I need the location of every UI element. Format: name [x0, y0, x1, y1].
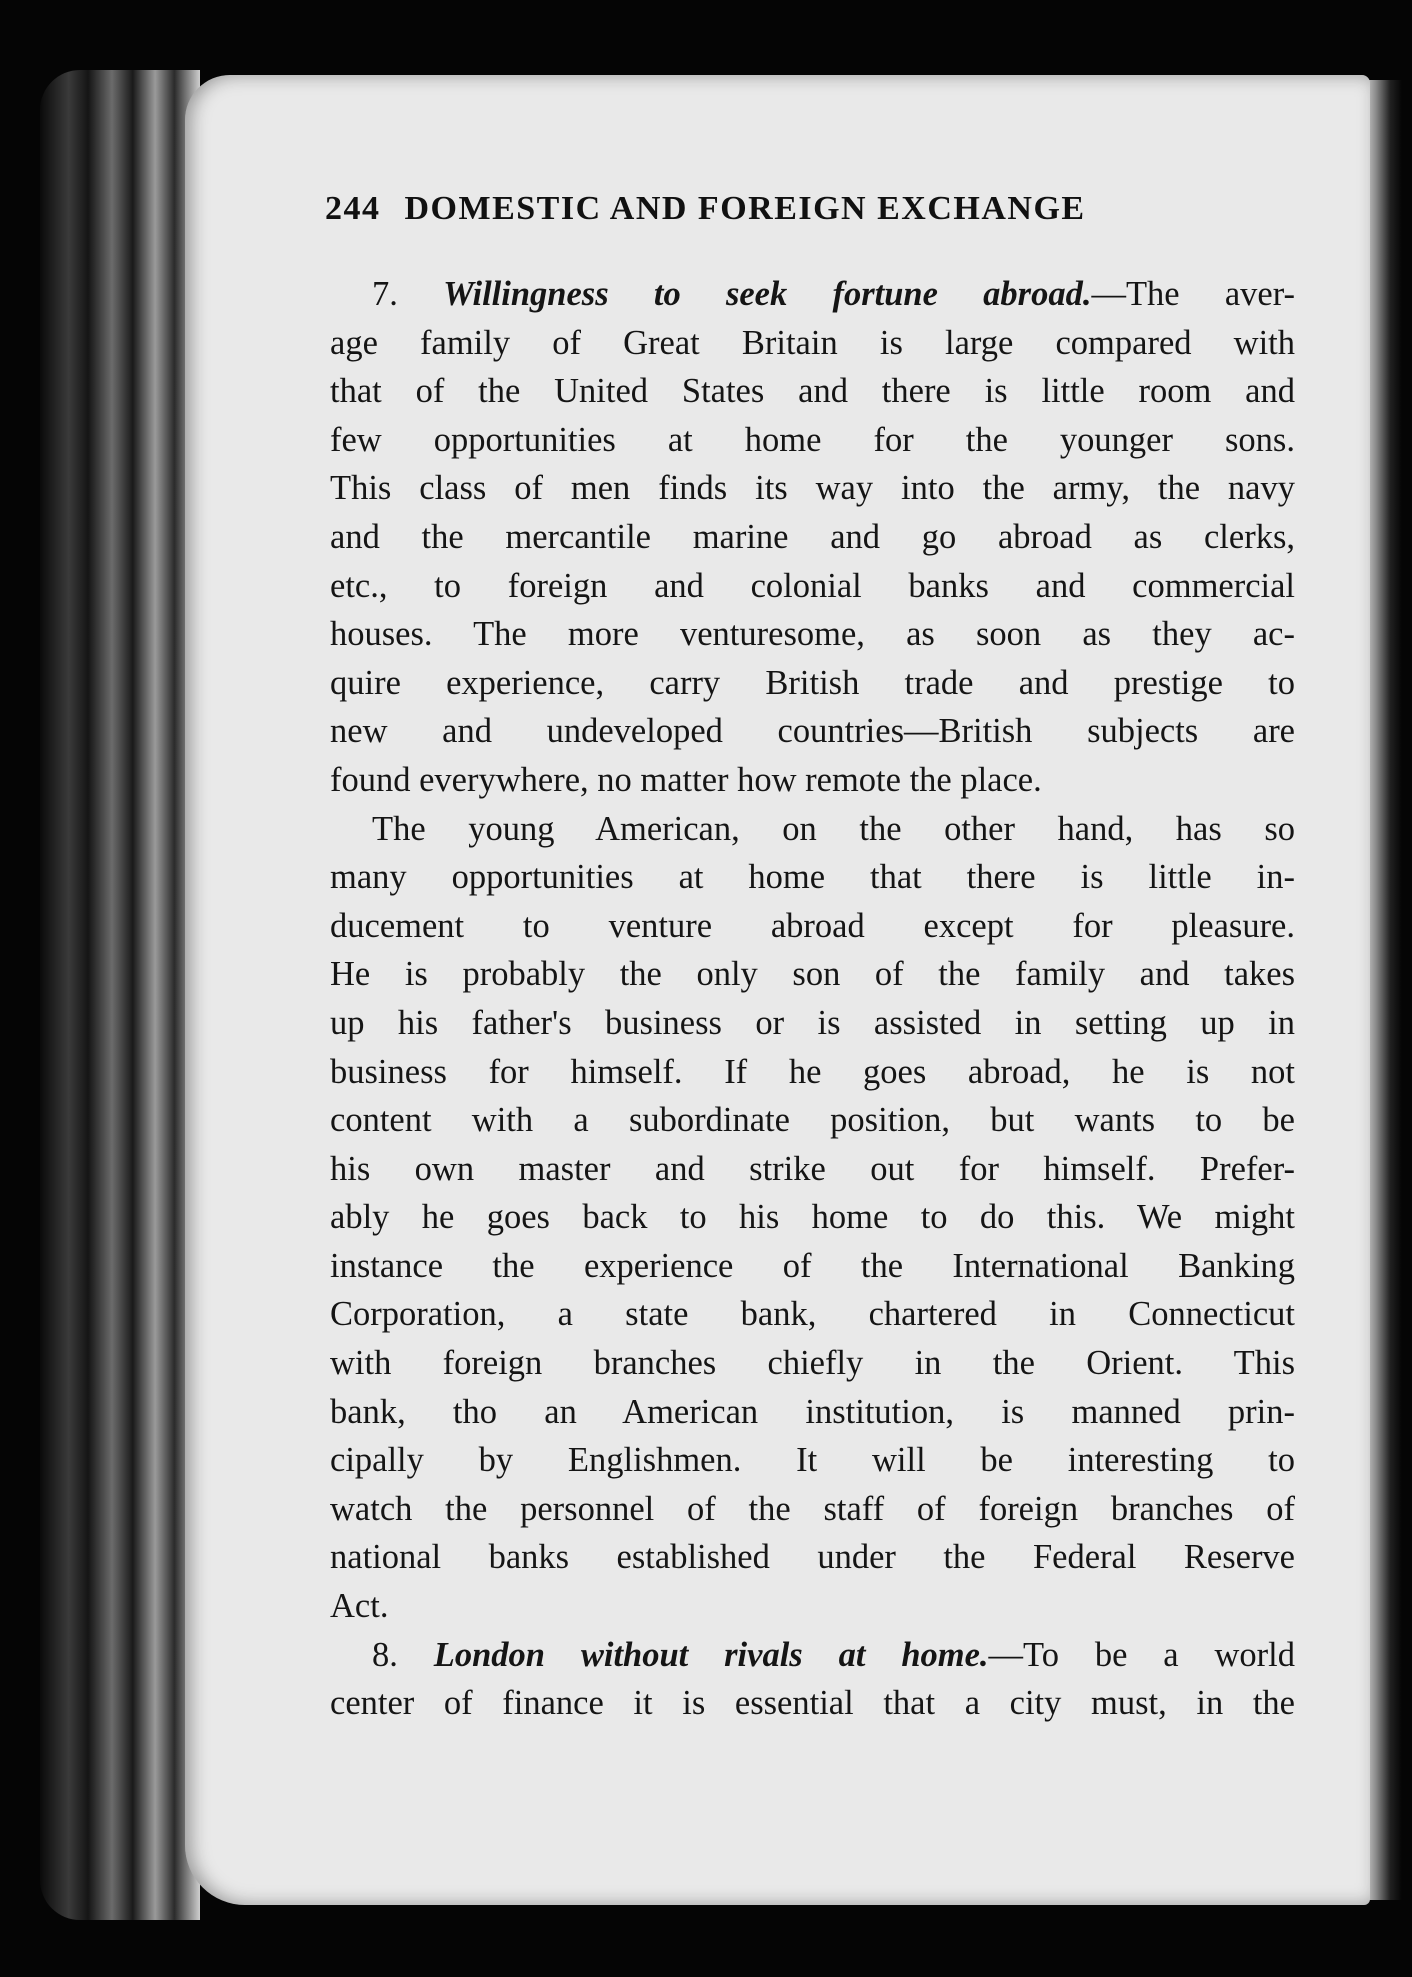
text-line: This class of men finds its way into the army, the navy — [330, 469, 1295, 508]
text-line: cipally by Englishmen. It will be interesting to — [330, 1441, 1295, 1480]
text-line: The young American, on the other hand, has so — [372, 809, 1295, 848]
section-7-first-line — [330, 270, 1295, 319]
text-line: instance the experience of the International Banking — [330, 1246, 1295, 1285]
running-head — [325, 190, 1086, 228]
section-8-number: 8. — [372, 1635, 398, 1674]
book-page-edges — [40, 70, 200, 1920]
text-line: with foreign branches chiefly in the Orient. This — [330, 1344, 1295, 1383]
section-8-first-line-rest: —To be a world — [988, 1635, 1295, 1674]
text-line: and the mercantile marine and go abroad as clerks, — [330, 517, 1295, 556]
text-line: ducement to venture abroad except for pleasure. — [330, 906, 1295, 945]
text-line: up his father's business or is assisted in setting up in — [330, 1003, 1295, 1042]
section-7-first-line-rest: —The aver- — [1091, 275, 1295, 313]
text-line: Act. — [330, 1587, 389, 1626]
text-line: business for himself. If he goes abroad, he is not — [330, 1052, 1295, 1091]
running-head-title: DOMESTIC AND FOREIGN EXCHANGE — [404, 190, 1086, 227]
text-line: found everywhere, no matter how remote the place. — [330, 760, 1042, 799]
text-line: watch the personnel of the staff of foreign branches of — [330, 1489, 1295, 1528]
text-line: new and undeveloped countries—British subjects are — [330, 712, 1295, 751]
body-text — [330, 270, 1295, 1728]
text-line: bank, tho an American institution, is manned prin- — [330, 1392, 1295, 1431]
text-line: houses. The more venturesome, as soon as they ac- — [330, 615, 1295, 654]
text-line: that of the United States and there is little room and — [330, 372, 1295, 411]
text-line: age family of Great Britain is large compared with — [330, 323, 1295, 362]
page-number: 244 — [325, 190, 381, 227]
text-line: content with a subordinate position, but wants to be — [330, 1101, 1295, 1140]
text-line: few opportunities at home for the younger sons. — [330, 420, 1295, 459]
section-7-heading: Willingness to seek fortune abroad. — [443, 275, 1092, 313]
text-line: many opportunities at home that there is little in- — [330, 858, 1295, 897]
text-line: quire experience, carry British trade and prestige to — [330, 663, 1295, 702]
text-line: national banks established under the Federal Reserve — [330, 1538, 1295, 1577]
text-line: Corporation, a state bank, chartered in Connecticut — [330, 1295, 1295, 1334]
text-line: ably he goes back to his home to do this. We might — [330, 1198, 1295, 1237]
text-line: He is probably the only son of the family and takes — [330, 955, 1295, 994]
text-line: center of finance it is essential that a city must, in the — [330, 1684, 1295, 1723]
text-line: his own master and strike out for himself. Prefer- — [330, 1149, 1295, 1188]
section-8-heading: London without rivals at home. — [433, 1635, 989, 1674]
section-8-first-line — [330, 1631, 1295, 1680]
section-7-number: 7. — [372, 275, 398, 313]
text-line: etc., to foreign and colonial banks and commercial — [330, 566, 1295, 605]
